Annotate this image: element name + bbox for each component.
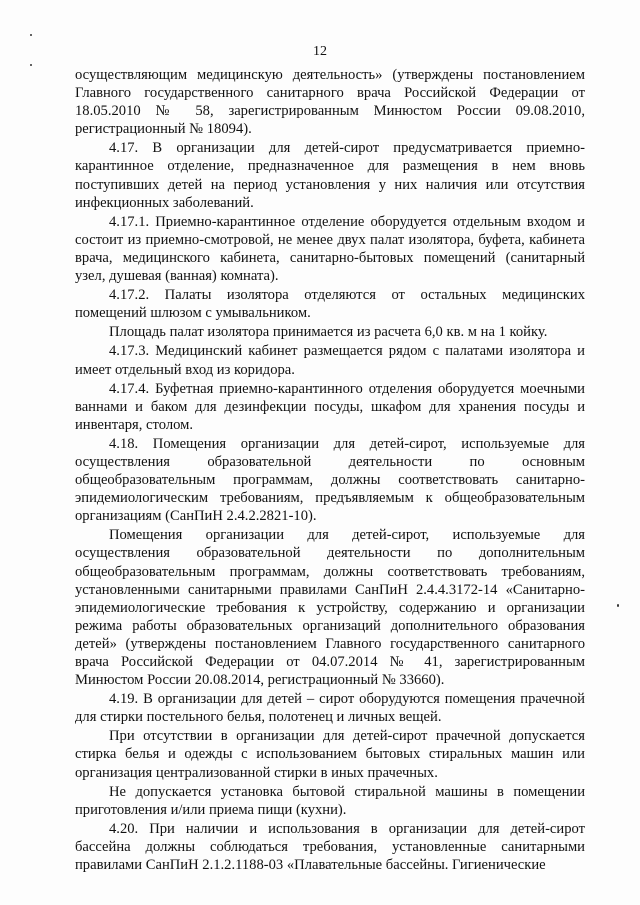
paragraph: 4.20. При наличии и использования в организации для детей-сирот бассейна должны соблюдаться требования, установленные санитарными правилами СанПиН 2.1.2.1188-03 «Плавательные бассейны. Гигиенические bbox=[75, 820, 585, 874]
paragraph: При отсутствии в организации для детей-сирот прачечной допускается стирка белья и одежды с использованием бытовых стиральных машин или организация централизованной стирки в иных прачечных. bbox=[75, 728, 585, 781]
paragraph: Не допускается установка бытовой стиральной машины в помещении приготовления и/или приема пищи (кухни). bbox=[75, 783, 585, 818]
paragraph: Площадь палат изолятора принимается из расчета 6,0 кв. м на 1 койку. bbox=[109, 324, 548, 341]
scan-speck bbox=[617, 604, 619, 607]
paragraph: 4.17.1. Приемно-карантинное отделение оборудуется отдельным входом и состоит из приемно-смотровой, не менее двух палат изолятора, буфета, кабинета врача, медицинского кабинета, санитарно-бытовых помещений (санитарный узел, душевая (ванная) комната). bbox=[75, 213, 585, 285]
page-number: 12 bbox=[313, 44, 327, 59]
paragraph: 4.17.2. Палаты изолятора отделяются от остальных медицинских помещений шлюзом с умывальником. bbox=[75, 287, 585, 322]
paragraph: 4.18. Помещения организации для детей-сирот, используемые для осуществления образовательной деятельности по основным общеобразовательным программам, должны соответствовать санитарно-эпидемиологическим требованиям, предъявляемым к общеобразовательным организациям (СанПиН 2.4.2.2821-10). bbox=[75, 435, 585, 525]
paragraph: 4.17.3. Медицинский кабинет размещается рядом с палатами изолятора и имеет отдельный вход из коридора. bbox=[75, 343, 585, 378]
paragraph: 4.19. В организации для детей – сирот оборудуются помещения прачечной для стирки постельного белья, полотенец и личных вещей. bbox=[75, 691, 585, 726]
scan-speck bbox=[30, 64, 32, 66]
paragraph: 4.17.4. Буфетная приемно-карантинного отделения оборудуется моечными ваннами и баком для дезинфекции посуды, шкафом для хранения посуды и инвентаря, столом. bbox=[75, 380, 585, 433]
scan-speck bbox=[30, 34, 32, 36]
paragraph: осуществляющим медицинскую деятельность» (утверждены постановлением Главного государственного санитарного врача Российской Федерации от 18.05.2010 № 58, зарегистрированным Минюстом России 09.08.2010, регистрационный № 18094). bbox=[75, 67, 585, 138]
paragraph: Помещения организации для детей-сирот, используемые для осуществления образовательной деятельности по дополнительным общеобразовательным программам, должны соответствовать требованиям, установленными санитарными правилами СанПиН 2.4.4.3172-14 «Санитарно-эпидемиологические требования к устройству, содержанию и организации режима работы образовательных организаций дополнительного образования детей» (утверждены постановлением Главного государственного санитарного врача Российской Федерации от 04.07.2014 № 41, зарегистрированным Минюстом России 20.08.2014, регистрационный № 33660). bbox=[75, 527, 585, 689]
document-body bbox=[75, 66, 585, 875]
paragraph: 4.17. В организации для детей-сирот предусматривается приемно-карантинное отделение, предназначенное для размещения в нем вновь поступивших детей на период установления у них наличия или отсутствия инфекционных заболеваний. bbox=[75, 140, 585, 211]
